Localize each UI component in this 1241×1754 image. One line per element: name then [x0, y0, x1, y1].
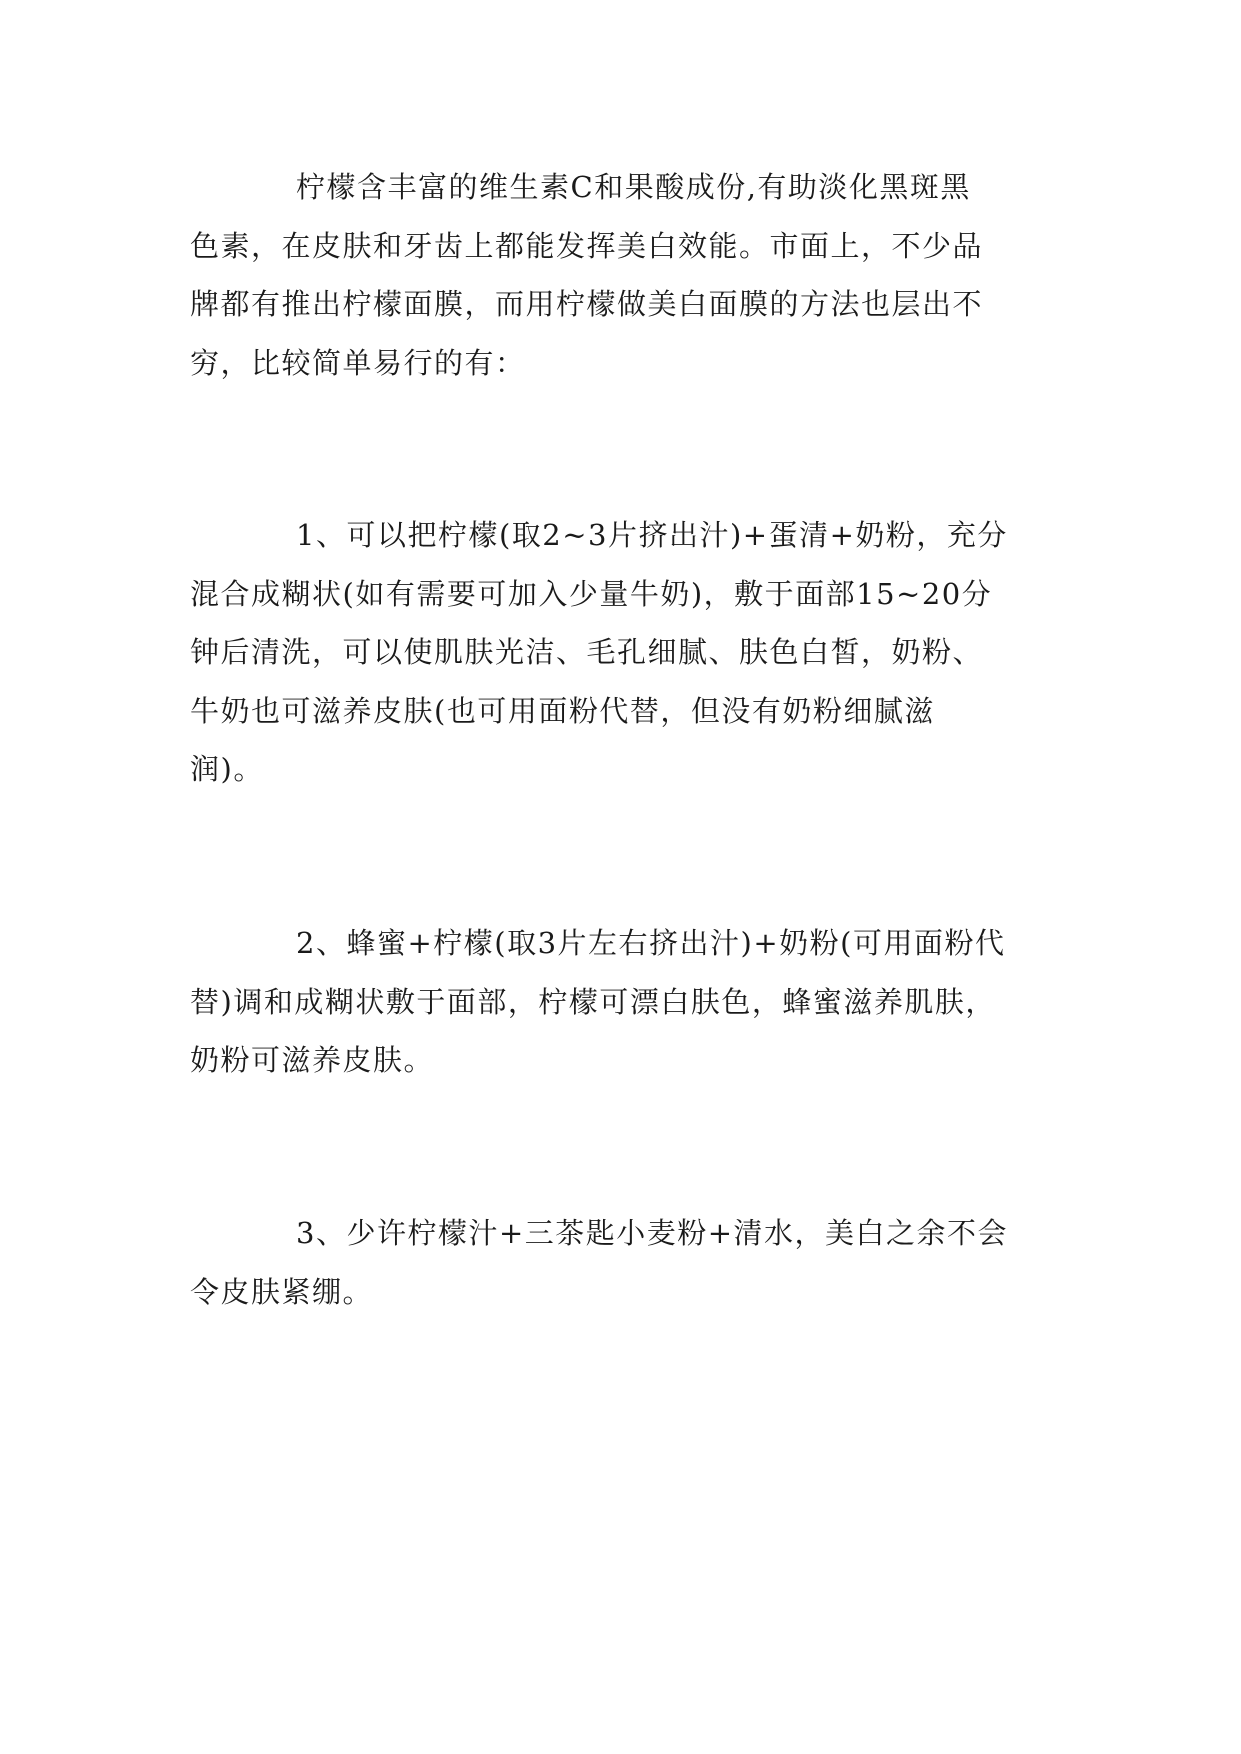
paragraph-line: 3、少许柠檬汁+三茶匙小麦粉+清水，美白之余不会: [296, 1216, 1009, 1250]
paragraph-line: 牌都有推出柠檬面膜，而用柠檬做美白面膜的方法也层出不: [190, 287, 984, 321]
paragraph-line: 润)。: [190, 752, 264, 786]
paragraph-line: 替)调和成糊状敷于面部，柠檬可漂白肤色，蜂蜜滋养肌肤，: [190, 984, 996, 1019]
paragraph-line: 2、蜂蜜+柠檬(取3片左右挤出汁)+奶粉(可用面粉代: [296, 926, 1006, 960]
paragraph-line: 穷，比较简单易行的有：: [190, 345, 526, 380]
paragraph-line: 牛奶也可滋养皮肤(也可用面粉代替，但没有奶粉细腻滋: [190, 693, 935, 728]
paragraph-line: 1、可以把柠檬(取2~3片挤出汁)+蛋清+奶粉，充分: [296, 518, 1008, 552]
paragraph-line: 令皮肤紧绷。: [190, 1274, 374, 1309]
paragraph-line: 奶粉可滋养皮肤。: [190, 1043, 435, 1077]
paragraph-line: 钟后清洗，可以使肌肤光洁、毛孔细腻、肤色白皙，奶粉、: [190, 635, 984, 669]
paragraph-line: 色素，在皮肤和牙齿上都能发挥美白效能。市面上，不少品: [190, 228, 984, 263]
intro-paragraph: [190, 158, 1070, 392]
paragraph-line: 混合成糊状(如有需要可加入少量牛奶)，敷于面部15~20分: [190, 576, 993, 611]
method-2-paragraph: [190, 914, 1070, 1090]
method-1-paragraph: [190, 506, 1070, 799]
paragraph-line: 柠檬含丰富的维生素C和果酸成份,有助淡化黑斑黑: [296, 170, 971, 204]
method-3-paragraph: [190, 1204, 1070, 1321]
